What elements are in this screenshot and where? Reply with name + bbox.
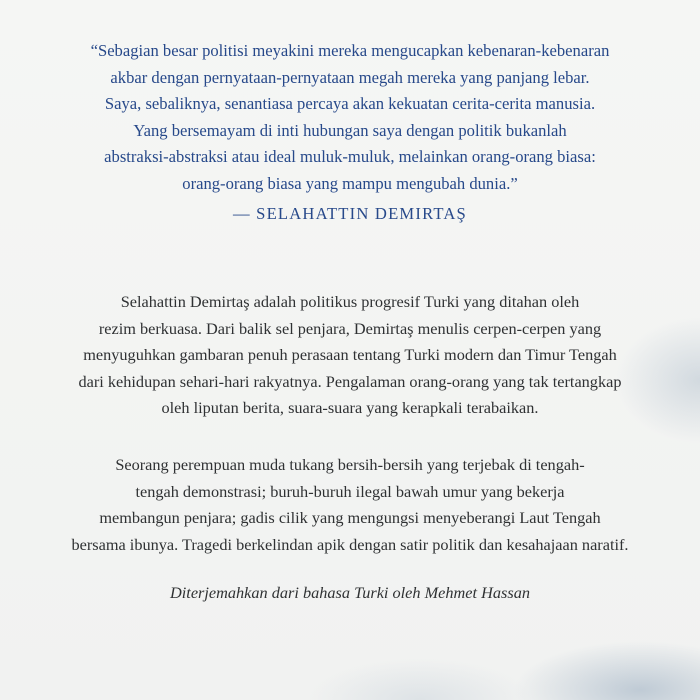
- quote-line: akbar dengan pernyataan-pernyataan megah mereka yang panjang lebar.: [110, 67, 590, 87]
- paragraph-line: bersama ibunya. Tragedi berkelindan apik dengan satir politik dan kesahajaan naratif.: [71, 534, 629, 554]
- pull-quote: [30, 38, 670, 197]
- paragraph-line: Seorang perempuan muda tukang bersih-bersih yang terjebak di tengah-: [115, 455, 585, 474]
- paragraph-line: membangun penjara; gadis cilik yang mengungsi menyeberangi Laut Tengah: [99, 508, 601, 527]
- quote-attribution: — SELAHATTIN DEMIRTAŞ: [233, 204, 467, 223]
- quote-line: “Sebagian besar politisi meyakini mereka mengucapkan kebenaran-kebenaran: [90, 41, 610, 60]
- description-paragraph-1: [30, 289, 670, 422]
- translator-credit: Diterjemahkan dari bahasa Turki oleh Mehmet Hassan: [170, 583, 530, 602]
- paragraph-line: dari kehidupan sehari-hari rakyatnya. Pengalaman orang-orang yang tak tertangkap: [78, 371, 622, 391]
- quote-line: abstraksi-abstraksi atau ideal muluk-muluk, melainkan orang-orang biasa:: [104, 147, 596, 166]
- paragraph-line: oleh liputan berita, suara-suara yang kerapkali terabaikan.: [161, 398, 539, 417]
- quote-line: Yang bersemayam di inti hubungan saya dengan politik bukanlah: [133, 120, 567, 140]
- description-paragraph-2: [30, 452, 670, 558]
- paragraph-line: tengah demonstrasi; buruh-buruh ilegal bawah umur yang bekerja: [135, 481, 565, 501]
- paragraph-line: menyuguhkan gambaran penuh perasaan tentang Turki modern dan Timur Tengah: [83, 345, 617, 364]
- paragraph-line: rezim berkuasa. Dari balik sel penjara, Demirtaş menulis cerpen-cerpen yang: [98, 318, 602, 338]
- quote-line: Saya, sebaliknya, senantiasa percaya akan kekuatan cerita-cerita manusia.: [104, 94, 596, 113]
- quote-line: orang-orang biasa yang mampu mengubah dunia.”: [182, 173, 518, 193]
- paragraph-line: Selahattin Demirtaş adalah politikus progresif Turki yang ditahan oleh: [120, 292, 580, 311]
